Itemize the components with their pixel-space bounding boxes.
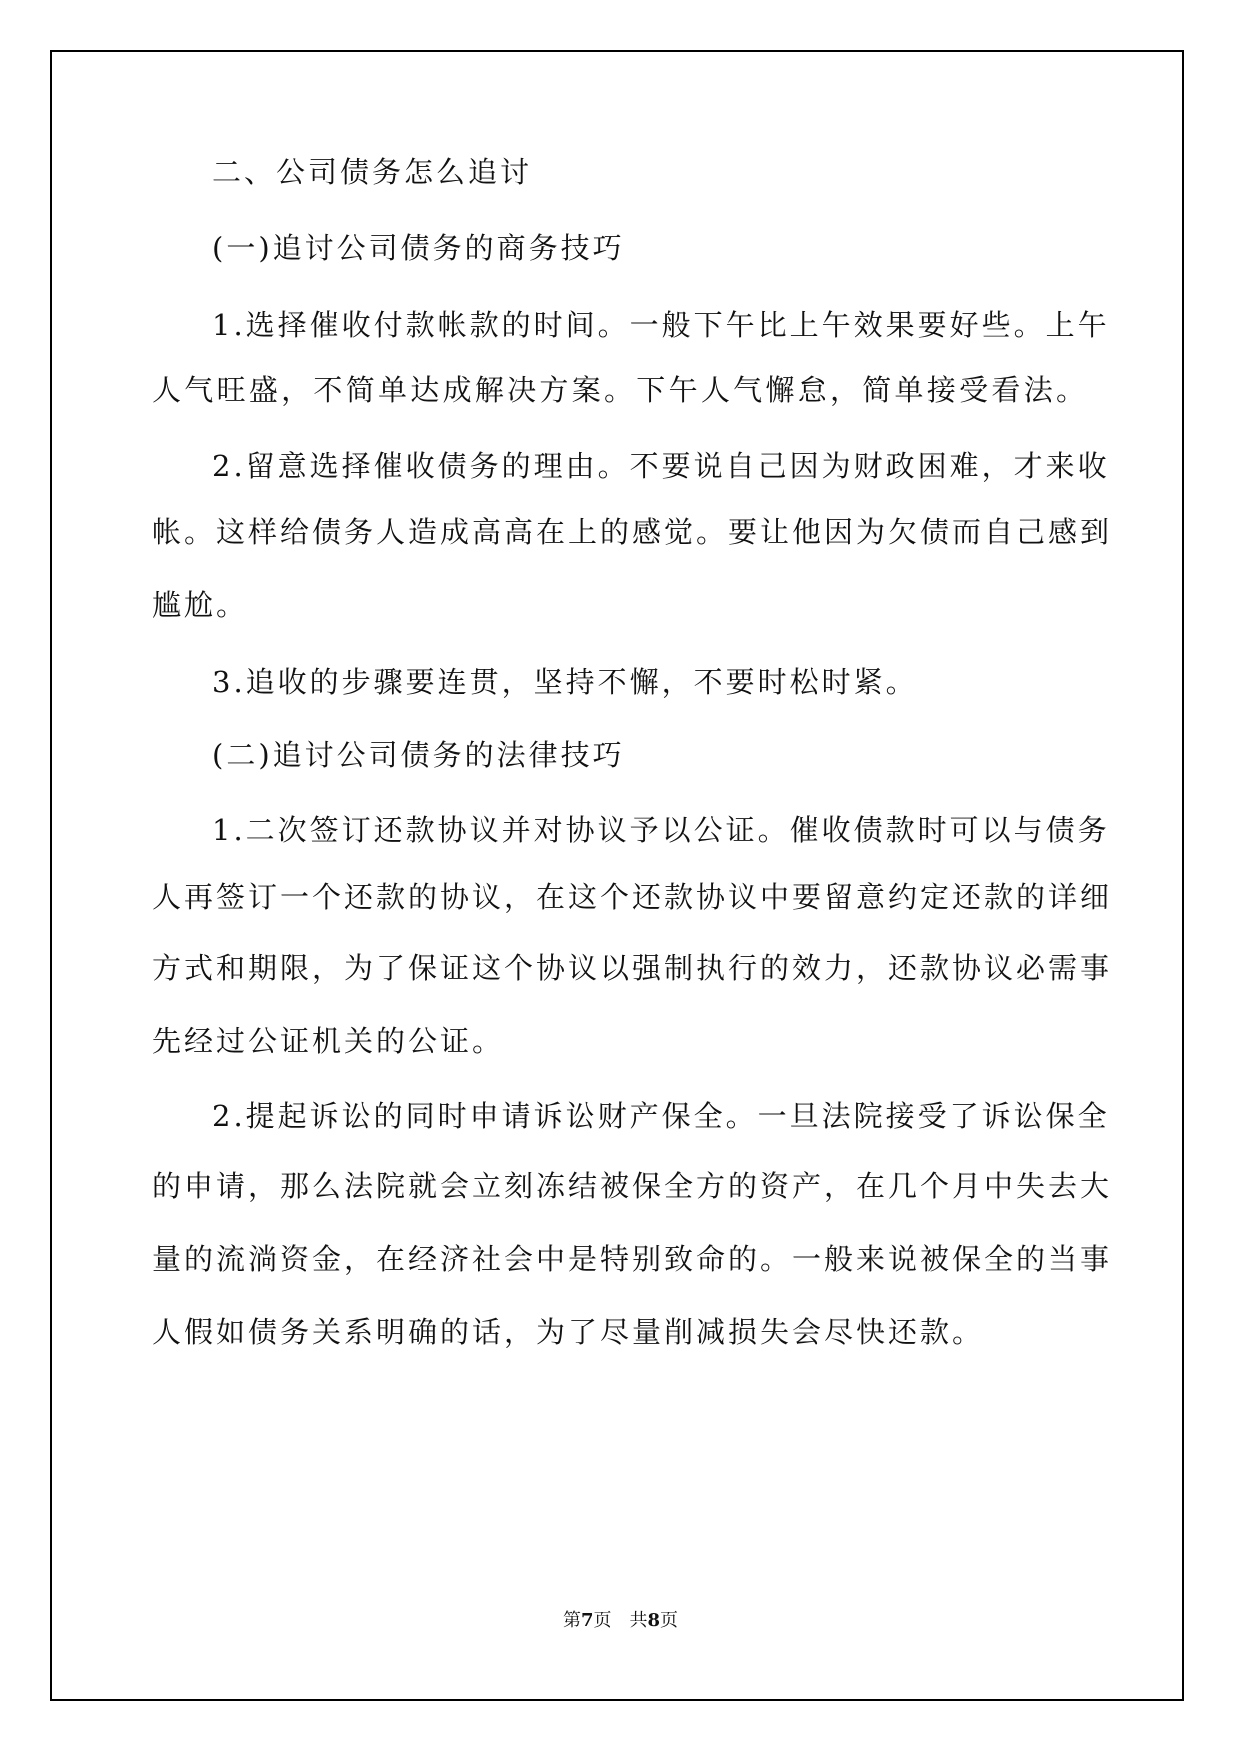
page-border: [50, 50, 1184, 1701]
paragraph-line: 2.提起诉讼的同时申请诉讼财产保全。一旦法院接受了诉讼保全: [212, 1099, 1110, 1133]
paragraph-line: 方式和期限，为了保证这个协议以强制执行的效力，还款协议必需事: [152, 951, 1113, 985]
paragraph-line: 先经过公证机关的公证。: [152, 1024, 505, 1058]
page-prefix: 第: [562, 1610, 581, 1631]
paragraph-line: 1.选择催收付款帐款的时间。一般下午比上午效果要好些。上午: [212, 308, 1110, 342]
page-suffix: 页: [660, 1610, 679, 1631]
subsection-heading: (一)追讨公司债务的商务技巧: [212, 231, 625, 265]
page-total: 8: [647, 1610, 661, 1631]
page-footer: [0, 1606, 1241, 1632]
page-mid: 页 共: [593, 1610, 648, 1631]
section-heading: 二、公司债务怎么追讨: [212, 155, 533, 189]
paragraph-line: 人气旺盛，不简单达成解决方案。下午人气懈怠，简单接受看法。: [152, 373, 1088, 407]
paragraph-line: 人假如债务关系明确的话，为了尽量削减损失会尽快还款。: [152, 1315, 985, 1349]
paragraph-line: 帐。这样给债务人造成高高在上的感觉。要让他因为欠债而自己感到: [152, 515, 1113, 549]
paragraph-line: 3.追收的步骤要连贯，坚持不懈，不要时松时紧。: [212, 665, 918, 699]
paragraph-line: 1.二次签订还款协议并对协议予以公证。催收债款时可以与债务: [212, 813, 1110, 847]
paragraph-line: 2.留意选择催收债务的理由。不要说自己因为财政困难，才来收: [212, 449, 1110, 483]
paragraph-line: 人再签订一个还款的协议，在这个还款协议中要留意约定还款的详细: [152, 880, 1113, 914]
paragraph-line: 量的流淌资金，在经济社会中是特别致命的。一般来说被保全的当事: [152, 1242, 1113, 1276]
subsection-heading: (二)追讨公司债务的法律技巧: [212, 738, 625, 772]
paragraph-line: 的申请，那么法院就会立刻冻结被保全方的资产，在几个月中失去大: [152, 1169, 1113, 1203]
page-current: 7: [580, 1610, 594, 1631]
paragraph-line: 尴尬。: [152, 588, 249, 622]
